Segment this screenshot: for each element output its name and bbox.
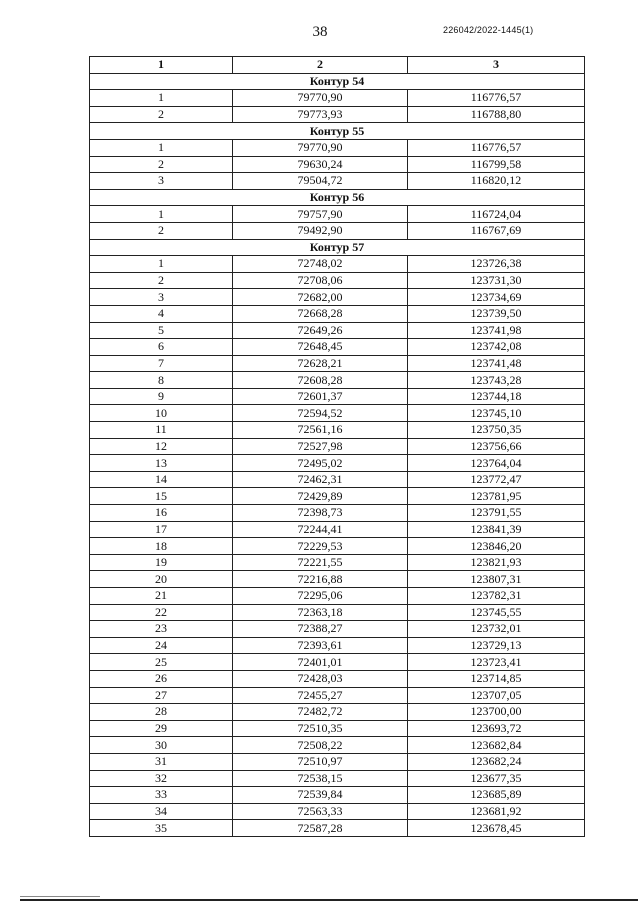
point-number: 21 <box>90 588 233 605</box>
y-coordinate: 123742,08 <box>408 339 585 356</box>
table-row <box>90 770 585 787</box>
x-coordinate: 72538,15 <box>233 770 408 787</box>
point-number: 9 <box>90 388 233 405</box>
table-row <box>90 156 585 173</box>
point-number: 1 <box>90 206 233 223</box>
point-number: 28 <box>90 704 233 721</box>
x-coordinate: 79770,90 <box>233 139 408 156</box>
x-coordinate: 72428,03 <box>233 670 408 687</box>
point-number: 20 <box>90 571 233 588</box>
table-row <box>90 106 585 123</box>
y-coordinate: 123681,92 <box>408 803 585 820</box>
x-coordinate: 79773,93 <box>233 106 408 123</box>
point-number: 25 <box>90 654 233 671</box>
x-coordinate: 72363,18 <box>233 604 408 621</box>
point-number: 18 <box>90 538 233 555</box>
table-row <box>90 604 585 621</box>
x-coordinate: 72388,27 <box>233 621 408 638</box>
point-number: 8 <box>90 372 233 389</box>
y-coordinate: 123781,95 <box>408 488 585 505</box>
y-coordinate: 123678,45 <box>408 820 585 837</box>
table-row <box>90 488 585 505</box>
y-coordinate: 123846,20 <box>408 538 585 555</box>
table-row <box>90 422 585 439</box>
x-coordinate: 72216,88 <box>233 571 408 588</box>
y-coordinate: 123685,89 <box>408 787 585 804</box>
point-number: 30 <box>90 737 233 754</box>
table-row <box>90 654 585 671</box>
point-number: 32 <box>90 770 233 787</box>
column-header: 1 <box>90 57 233 74</box>
table-row <box>90 355 585 372</box>
x-coordinate: 72510,97 <box>233 753 408 770</box>
x-coordinate: 72608,28 <box>233 372 408 389</box>
y-coordinate: 123782,31 <box>408 588 585 605</box>
y-coordinate: 123734,69 <box>408 289 585 306</box>
section-header-row <box>90 73 585 90</box>
x-coordinate: 72594,52 <box>233 405 408 422</box>
point-number: 2 <box>90 106 233 123</box>
x-coordinate: 72398,73 <box>233 505 408 522</box>
x-coordinate: 79770,90 <box>233 90 408 107</box>
x-coordinate: 79630,24 <box>233 156 408 173</box>
table-row <box>90 554 585 571</box>
table-row <box>90 256 585 273</box>
x-coordinate: 72495,02 <box>233 455 408 472</box>
point-number: 1 <box>90 139 233 156</box>
x-coordinate: 72508,22 <box>233 737 408 754</box>
y-coordinate: 123791,55 <box>408 505 585 522</box>
x-coordinate: 72401,01 <box>233 654 408 671</box>
x-coordinate: 72561,16 <box>233 422 408 439</box>
x-coordinate: 72563,33 <box>233 803 408 820</box>
section-title: Контур 56 <box>90 189 585 206</box>
y-coordinate: 123772,47 <box>408 471 585 488</box>
x-coordinate: 72455,27 <box>233 687 408 704</box>
y-coordinate: 123744,18 <box>408 388 585 405</box>
table-row <box>90 803 585 820</box>
y-coordinate: 123693,72 <box>408 720 585 737</box>
table-row <box>90 637 585 654</box>
x-coordinate: 72648,45 <box>233 339 408 356</box>
table-row <box>90 388 585 405</box>
table-row <box>90 272 585 289</box>
point-number: 13 <box>90 455 233 472</box>
table-row <box>90 687 585 704</box>
y-coordinate: 116724,04 <box>408 206 585 223</box>
point-number: 34 <box>90 803 233 820</box>
x-coordinate: 72539,84 <box>233 787 408 804</box>
y-coordinate: 116767,69 <box>408 222 585 239</box>
x-coordinate: 72221,55 <box>233 554 408 571</box>
y-coordinate: 123841,39 <box>408 521 585 538</box>
table-row <box>90 438 585 455</box>
y-coordinate: 123745,10 <box>408 405 585 422</box>
table-header-row <box>90 57 585 74</box>
table-row <box>90 588 585 605</box>
table-row <box>90 753 585 770</box>
table-row <box>90 737 585 754</box>
x-coordinate: 72748,02 <box>233 256 408 273</box>
point-number: 6 <box>90 339 233 356</box>
section-title: Контур 54 <box>90 73 585 90</box>
table-row <box>90 621 585 638</box>
point-number: 26 <box>90 670 233 687</box>
y-coordinate: 123821,93 <box>408 554 585 571</box>
table-row <box>90 720 585 737</box>
x-coordinate: 72587,28 <box>233 820 408 837</box>
point-number: 3 <box>90 173 233 190</box>
point-number: 1 <box>90 90 233 107</box>
section-title: Контур 57 <box>90 239 585 256</box>
point-number: 2 <box>90 156 233 173</box>
y-coordinate: 123745,55 <box>408 604 585 621</box>
y-coordinate: 123741,98 <box>408 322 585 339</box>
point-number: 27 <box>90 687 233 704</box>
y-coordinate: 123726,38 <box>408 256 585 273</box>
table-row <box>90 173 585 190</box>
x-coordinate: 72482,72 <box>233 704 408 721</box>
point-number: 29 <box>90 720 233 737</box>
x-coordinate: 72668,28 <box>233 305 408 322</box>
point-number: 24 <box>90 637 233 654</box>
y-coordinate: 123750,35 <box>408 422 585 439</box>
x-coordinate: 72393,61 <box>233 637 408 654</box>
y-coordinate: 116776,57 <box>408 90 585 107</box>
column-header: 2 <box>233 57 408 74</box>
y-coordinate: 123677,35 <box>408 770 585 787</box>
point-number: 5 <box>90 322 233 339</box>
y-coordinate: 123714,85 <box>408 670 585 687</box>
table-row <box>90 521 585 538</box>
coordinates-table-body <box>90 57 585 837</box>
point-number: 35 <box>90 820 233 837</box>
section-header-row <box>90 123 585 140</box>
table-row <box>90 505 585 522</box>
point-number: 10 <box>90 405 233 422</box>
point-number: 16 <box>90 505 233 522</box>
y-coordinate: 123739,50 <box>408 305 585 322</box>
y-coordinate: 123682,24 <box>408 753 585 770</box>
point-number: 31 <box>90 753 233 770</box>
point-number: 22 <box>90 604 233 621</box>
x-coordinate: 72229,53 <box>233 538 408 555</box>
y-coordinate: 123729,13 <box>408 637 585 654</box>
x-coordinate: 79504,72 <box>233 173 408 190</box>
point-number: 12 <box>90 438 233 455</box>
y-coordinate: 123707,05 <box>408 687 585 704</box>
column-header: 3 <box>408 57 585 74</box>
table-row <box>90 787 585 804</box>
y-coordinate: 123732,01 <box>408 621 585 638</box>
point-number: 23 <box>90 621 233 638</box>
table-row <box>90 455 585 472</box>
table-row <box>90 206 585 223</box>
coordinates-table <box>89 56 585 837</box>
x-coordinate: 79757,90 <box>233 206 408 223</box>
x-coordinate: 79492,90 <box>233 222 408 239</box>
point-number: 4 <box>90 305 233 322</box>
x-coordinate: 72682,00 <box>233 289 408 306</box>
point-number: 19 <box>90 554 233 571</box>
section-header-row <box>90 239 585 256</box>
point-number: 1 <box>90 256 233 273</box>
x-coordinate: 72510,35 <box>233 720 408 737</box>
x-coordinate: 72708,06 <box>233 272 408 289</box>
point-number: 2 <box>90 222 233 239</box>
y-coordinate: 123764,04 <box>408 455 585 472</box>
footer-rule-faint <box>20 896 100 897</box>
table-row <box>90 538 585 555</box>
x-coordinate: 72429,89 <box>233 488 408 505</box>
section-header-row <box>90 189 585 206</box>
point-number: 14 <box>90 471 233 488</box>
x-coordinate: 72649,26 <box>233 322 408 339</box>
table-row <box>90 820 585 837</box>
point-number: 7 <box>90 355 233 372</box>
y-coordinate: 123723,41 <box>408 654 585 671</box>
table-row <box>90 670 585 687</box>
point-number: 3 <box>90 289 233 306</box>
y-coordinate: 116799,58 <box>408 156 585 173</box>
x-coordinate: 72628,21 <box>233 355 408 372</box>
table-row <box>90 471 585 488</box>
y-coordinate: 116776,57 <box>408 139 585 156</box>
y-coordinate: 123741,48 <box>408 355 585 372</box>
y-coordinate: 123700,00 <box>408 704 585 721</box>
document-code: 226042/2022-1445(1) <box>443 25 534 35</box>
table-row <box>90 405 585 422</box>
section-title: Контур 55 <box>90 123 585 140</box>
y-coordinate: 123682,84 <box>408 737 585 754</box>
table-row <box>90 704 585 721</box>
footer-rule <box>20 899 638 901</box>
y-coordinate: 123731,30 <box>408 272 585 289</box>
point-number: 17 <box>90 521 233 538</box>
table-row <box>90 289 585 306</box>
x-coordinate: 72244,41 <box>233 521 408 538</box>
table-row <box>90 90 585 107</box>
y-coordinate: 123743,28 <box>408 372 585 389</box>
x-coordinate: 72601,37 <box>233 388 408 405</box>
x-coordinate: 72527,98 <box>233 438 408 455</box>
table-row <box>90 571 585 588</box>
table-row <box>90 139 585 156</box>
table-row <box>90 305 585 322</box>
table-row <box>90 222 585 239</box>
point-number: 11 <box>90 422 233 439</box>
table-row <box>90 322 585 339</box>
point-number: 2 <box>90 272 233 289</box>
y-coordinate: 123807,31 <box>408 571 585 588</box>
y-coordinate: 116788,80 <box>408 106 585 123</box>
y-coordinate: 123756,66 <box>408 438 585 455</box>
y-coordinate: 116820,12 <box>408 173 585 190</box>
table-row <box>90 339 585 356</box>
point-number: 33 <box>90 787 233 804</box>
page-number: 38 <box>312 24 328 40</box>
table-row <box>90 372 585 389</box>
x-coordinate: 72295,06 <box>233 588 408 605</box>
x-coordinate: 72462,31 <box>233 471 408 488</box>
point-number: 15 <box>90 488 233 505</box>
